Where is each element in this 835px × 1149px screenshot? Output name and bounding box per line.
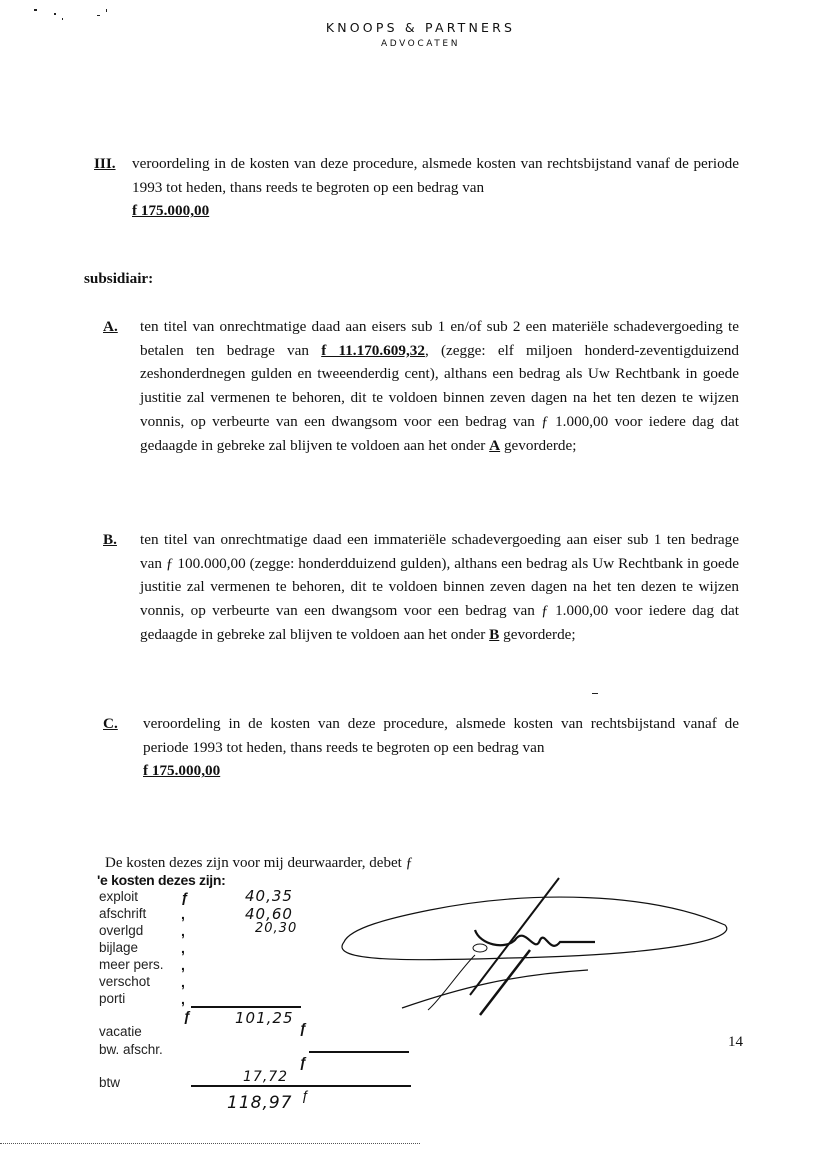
cost-label: afschrift	[99, 906, 147, 921]
section-label: C.	[103, 715, 118, 732]
cost-row	[99, 923, 179, 938]
stamp-intro-2: 'e kosten dezes zijn:	[97, 872, 226, 888]
vacatie-currency: ƒ	[299, 1020, 307, 1036]
cost-row	[99, 906, 179, 921]
btw-value: 17,72	[243, 1069, 289, 1085]
btw-row	[99, 1075, 179, 1090]
cost-sep: ,	[181, 974, 185, 990]
section-ref: B	[489, 625, 500, 643]
total-currency: ƒ	[301, 1087, 309, 1103]
section-iii	[94, 152, 739, 223]
cost-value: 20,30	[255, 921, 298, 936]
letterhead	[0, 20, 835, 49]
afschr-currency: ƒ	[299, 1054, 307, 1070]
cost-label: exploit	[99, 889, 139, 904]
cost-sep: ,	[181, 906, 185, 922]
cost-row	[99, 991, 179, 1006]
cost-value: 40,35	[245, 887, 293, 905]
cost-sep: ƒ	[181, 889, 189, 905]
subsidiair-heading: subsidiair:	[84, 270, 154, 287]
cost-row	[99, 940, 179, 955]
section-label: A.	[103, 318, 118, 335]
cost-sep: ,	[181, 991, 185, 1007]
scan-speck	[34, 9, 37, 11]
section-ref: A	[489, 436, 501, 454]
amount: f 11.170.609,32	[321, 341, 425, 359]
subtotal-currency: ƒ	[183, 1008, 191, 1024]
cost-label: verschot	[99, 974, 151, 989]
amount: f 175.000,00	[132, 202, 210, 220]
firm-name: KNOOPS & PARTNERS	[325, 20, 516, 35]
scan-speck	[97, 15, 100, 16]
cost-row	[99, 957, 179, 972]
cost-label: bijlage	[99, 940, 139, 955]
subtotal-rule	[191, 1006, 301, 1008]
afschr-label: bw. afschr.	[99, 1042, 163, 1057]
scan-speck	[592, 693, 598, 694]
scan-speck	[106, 9, 107, 12]
section-text: ten titel van onrechtmatige daad aan eisers sub 1 en/of sub 2 een materiële schadevergoeding te betalen ten bedrage van	[140, 318, 739, 359]
cost-row	[99, 974, 179, 989]
btw-label: btw	[99, 1075, 121, 1090]
cost-label: meer pers.	[99, 957, 164, 972]
cost-sep: ,	[181, 957, 185, 973]
subtotal-value: 101,25	[235, 1009, 294, 1027]
section-text: veroordeling in de kosten van deze procedure, alsmede kosten van rechtsbijstand vanaf de periode 1993 tot heden, thans reeds te begroten op een bedrag van	[143, 715, 739, 756]
scan-speck	[54, 13, 56, 15]
section-label: B.	[103, 531, 117, 548]
section-label: III.	[94, 155, 116, 172]
section-text: ten titel van onrechtmatige daad een immateriële schadevergoeding aan eiser sub 1 ten bedrage van ƒ 100.000,00 (zegge: honderdduizend gulden), althans een bedrag als Uw Rechtbank in goede justitie zal vermenen te behoren, dit te voldoen binnen zeven dagen na het ten dezen te wijzen vonnis, op verbeurte van een dwangsom voor een bedrag van ƒ 1.000,00 voor iedere dag dat gedaagde in gebreke zal blijven te voldoen aan het onder	[140, 531, 739, 643]
cost-label: overlgd	[99, 923, 144, 938]
cost-sep: ,	[181, 940, 185, 956]
afschr-row	[99, 1042, 179, 1057]
firm-subtitle: ADVOCATEN	[380, 39, 461, 49]
vacatie-label: vacatie	[99, 1024, 142, 1039]
amount: f 175.000,00	[143, 762, 221, 780]
cost-sep: ,	[181, 923, 185, 939]
scan-edge-noise	[0, 1143, 420, 1145]
section-text-cont: , (zegge: elf miljoen honderd-zeventigduizend zeshonderdnegen gulden en tweeenderdig cent), althans een bedrag als Uw Rechtbank in goede justitie zal vermenen te behoren, dit te voldoen binnen zeven dagen na het ten dezen te wijzen vonnis, op verbeurte van een dwangsom voor een bedrag van ƒ 1.000,00 voor iedere dag dat gedaagde in gebreke zal blijven te voldoen aan het onder	[140, 341, 739, 454]
section-b	[103, 528, 739, 647]
section-a	[103, 315, 739, 457]
cost-value: 40,60	[245, 905, 293, 923]
cost-row	[99, 889, 179, 904]
section-ending: gevorderde;	[503, 625, 576, 643]
cost-label: porti	[99, 991, 126, 1006]
afschr-rule	[309, 1051, 409, 1053]
section-text: veroordeling in de kosten van deze procedure, alsmede kosten van rechtsbijstand vanaf de periode 1993 tot heden, thans reeds te begroten op een bedrag van	[132, 155, 739, 196]
page-number: 14	[728, 1034, 743, 1050]
scan-speck	[62, 18, 63, 20]
vacatie-row	[99, 1024, 179, 1039]
signature	[330, 870, 730, 1020]
total-value: 118,97	[227, 1093, 293, 1113]
section-ending: gevorderde;	[503, 436, 577, 454]
stamp-intro: De kosten dezes zijn voor mij deurwaarder, debet ƒ	[105, 855, 414, 871]
section-c	[103, 712, 739, 783]
